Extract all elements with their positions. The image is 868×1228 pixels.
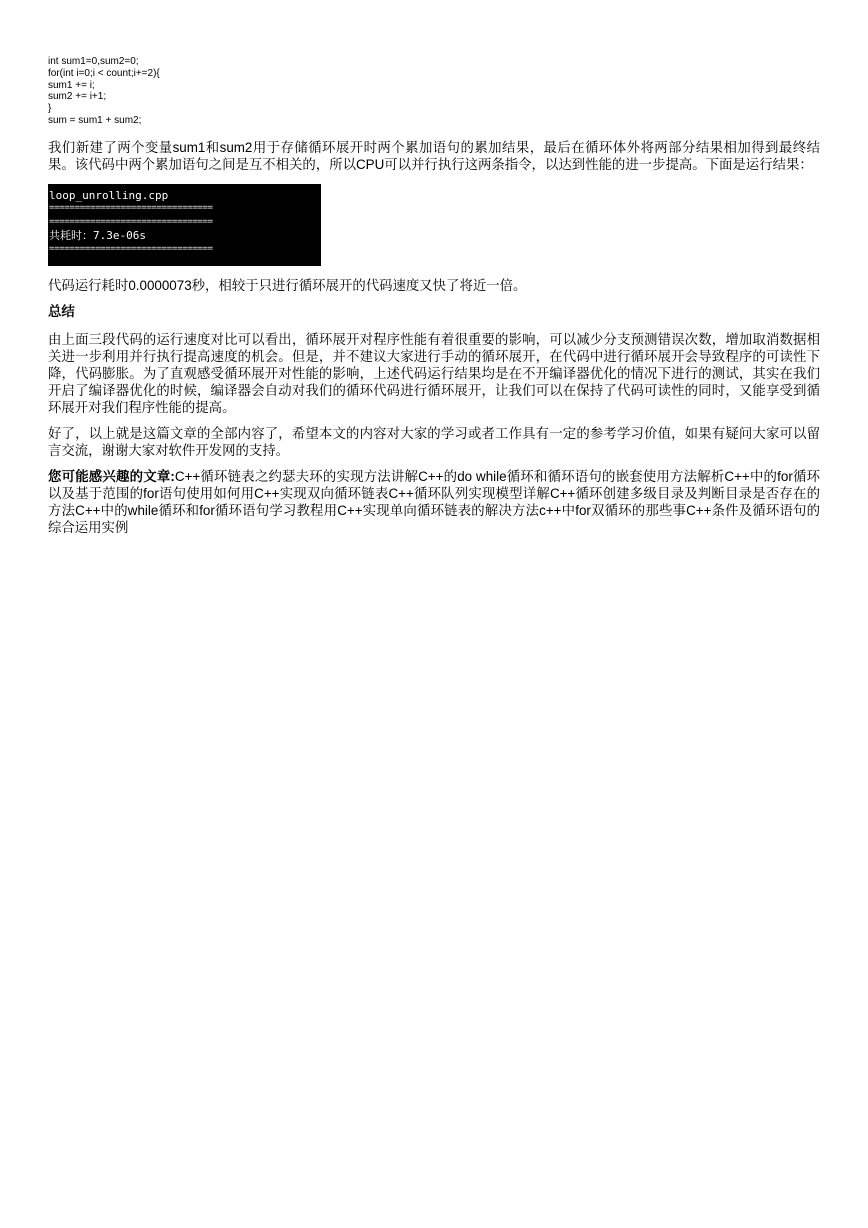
code-line: }: [48, 103, 52, 115]
summary-paragraph: 由上面三段代码的运行速度对比可以看出，循环展开对程序性能有着很重要的影响，可以减少分支预测错误次数，增加取消数据相关进一步利用并行执行提高速度的机会。但是，并不建议大家进行手动的循环展开，在代码中进行循环展开会导致程序的可读性下降，代码膨胀。为了直观感受循环展开对性能的影响，上述代码运行结果均是在不开编译器优化的情况下进行的测试，其实在我们开启了编译器优化的时候，编译器会自动对我们的循环代码进行循环展开，让我们可以在保持了代码可读性的同时，又能享受到循环展开对我们程序性能的提高。: [48, 331, 820, 415]
related-articles: [48, 468, 820, 536]
related-articles-links[interactable]: C++循环链表之约瑟夫环的实现方法讲解C++的do while循环和循环语句的嵌套使用方法解析C++中的for循环以及基于范围的for语句使用如何用C++实现双向循环链表C++循环队列实现模型详解C++循环创建多级目录及判断目录是否存在的方法C++中的while循环和for循环语句学习教程用C++实现单向循环链表的解决方法c++中for双循环的那些事C++条件及循环语句的综合运用实例: [48, 468, 820, 535]
summary-heading: 总结: [48, 303, 75, 319]
intro-paragraph: 我们新建了两个变量sum1和sum2用于存储循环展开时两个累加语句的累加结果，最后在循环体外将两部分结果相加得到最终结果。该代码中两个累加语句之间是互不相关的，所以CPU可以并行执行这两条指令，以达到性能的进一步提高。下面是运行结果：: [48, 139, 820, 172]
closing-paragraph: 好了，以上就是这篇文章的全部内容了，希望本文的内容对大家的学习或者工作具有一定的参考学习价值，如果有疑问大家可以留言交流，谢谢大家对软件开发网的支持。: [48, 425, 820, 458]
code-line: sum = sum1 + sum2;: [48, 114, 142, 126]
terminal-result: 共耗时：7.3e-06s: [49, 229, 146, 243]
terminal-separator: ================================: [49, 216, 213, 227]
article-content: [48, 56, 820, 536]
terminal-separator: ================================: [49, 243, 213, 254]
runtime-paragraph: 代码运行耗时0.0000073秒，相较于只进行循环展开的代码速度又快了将近一倍。: [48, 277, 527, 293]
related-articles-lead: 您可能感兴趣的文章:: [48, 468, 175, 484]
terminal-separator: ================================: [49, 203, 213, 214]
terminal-screenshot: [48, 184, 321, 266]
terminal-cut-line: [48, 184, 321, 189]
code-line: for(int i=0;i < count;i+=2){: [48, 67, 160, 79]
code-line: int sum1=0,sum2=0;: [48, 56, 139, 67]
code-line: sum2 += i+1;: [48, 91, 107, 103]
terminal-filename: loop_unrolling.cpp: [49, 188, 169, 202]
code-block: [48, 56, 820, 127]
code-line: sum1 += i;: [48, 79, 95, 91]
